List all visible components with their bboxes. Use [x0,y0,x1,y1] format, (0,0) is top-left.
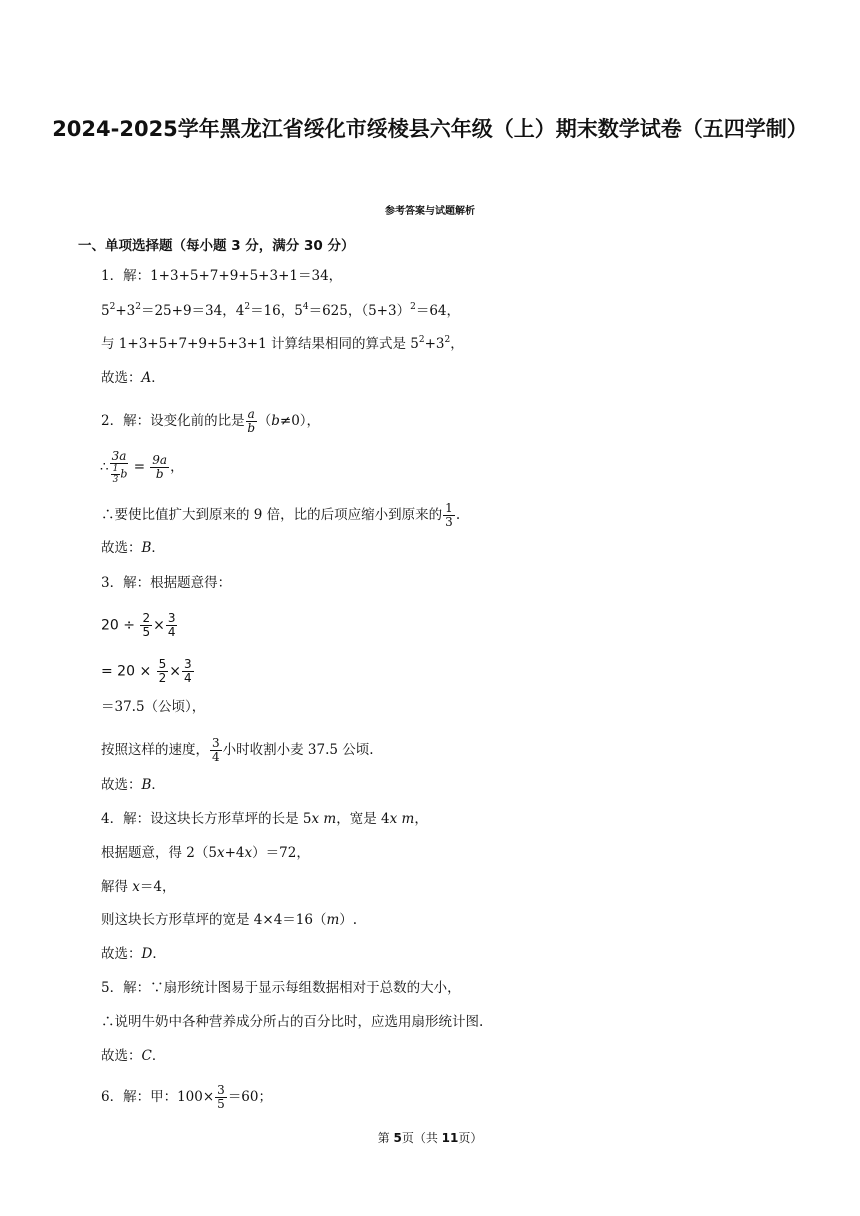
q2-line-2: ∴ 3a $\frac{1}{3}$ b = $\frac{9a}{b}$ ， [100,449,184,485]
fraction-3a-over-third-b: 3a $\frac{1}{3}$ b [111,449,128,485]
q4-line-1: 4．解：设这块长方形草坪的长是 5x m，宽是 4x m， [101,811,428,827]
q2-line-1: 2．解：设变化前的比是 $\frac{a}{b}$ （b≠0）， [101,407,321,435]
q3-line-5: 按照这样的速度， $\frac{3}{4}$ 小时收割小麦 37.5 公顷. [101,736,374,764]
q4-line-3: 解得 x＝4， [101,879,176,895]
q2-line-3: ∴要使比值扩大到原来的 9 倍，比的后项应缩小到原来的 $\frac{1}{3}$ . [101,501,461,529]
q1-line-1: 1．解：1+3+5+7+9+5+3+1＝34， [101,268,343,284]
fraction-9a-over-b: $\frac{9a}{b}$ [152,453,168,481]
q1-line-3: 与 1+3+5+7+9+5+3+1 计算结果相同的算式是 $5^2+3^2$， [101,335,464,352]
page-footer: 第 5页（共 11页） [377,1131,483,1145]
document-subtitle: 参考答案与试题解析 [385,206,475,217]
q5-line-1: 5．解：∵扇形统计图易于显示每组数据相对于总数的大小， [101,980,461,996]
q4-line-4: 则这块长方形草坪的宽是 4×4＝16（m）. [101,912,358,928]
q1-line-2: $5^2+3^2=25+9=34$，$4^2=16$，$5^4=625$，$(5+3)^2=64$， [101,302,461,319]
q5-line-2: ∴说明牛奶中各种营养成分所占的百分比时，应选用扇形统计图. [101,1014,484,1030]
q6-line-1: 6．解：甲：100× $\frac{3}{5}$ ＝60； [101,1083,272,1111]
fraction-one-third: $\frac{1}{3}$ [445,501,453,529]
q4-answer: 故选：D． [101,946,166,962]
q5-answer: 故选：C． [101,1048,166,1064]
fraction-a-over-b: $\frac{a}{b}$ [247,407,256,435]
q3-expression-1: 20 ÷ $\frac{2}{5}$ × $\frac{3}{4}$ [101,611,176,639]
q2-answer: 故选：B． [101,540,165,556]
q3-line-4: ＝37.5（公顷）， [101,699,206,715]
q3-line-1: 3．解：根据题意得： [101,575,232,591]
section-heading: 一、单项选择题（每小题 3 分，满分 30 分） [78,238,355,254]
q1-answer: 故选：A． [101,370,165,386]
document-title: 2024-2025学年黑龙江省绥化市绥棱县六年级（上）期末数学试卷（五四学制） [52,117,808,141]
q3-answer: 故选：B． [101,777,165,793]
q3-expression-2: = 20 × $\frac{5}{2}$ × $\frac{3}{4}$ [101,657,192,685]
q4-line-2: 根据题意，得 2（5x+4x）＝72， [101,845,310,861]
